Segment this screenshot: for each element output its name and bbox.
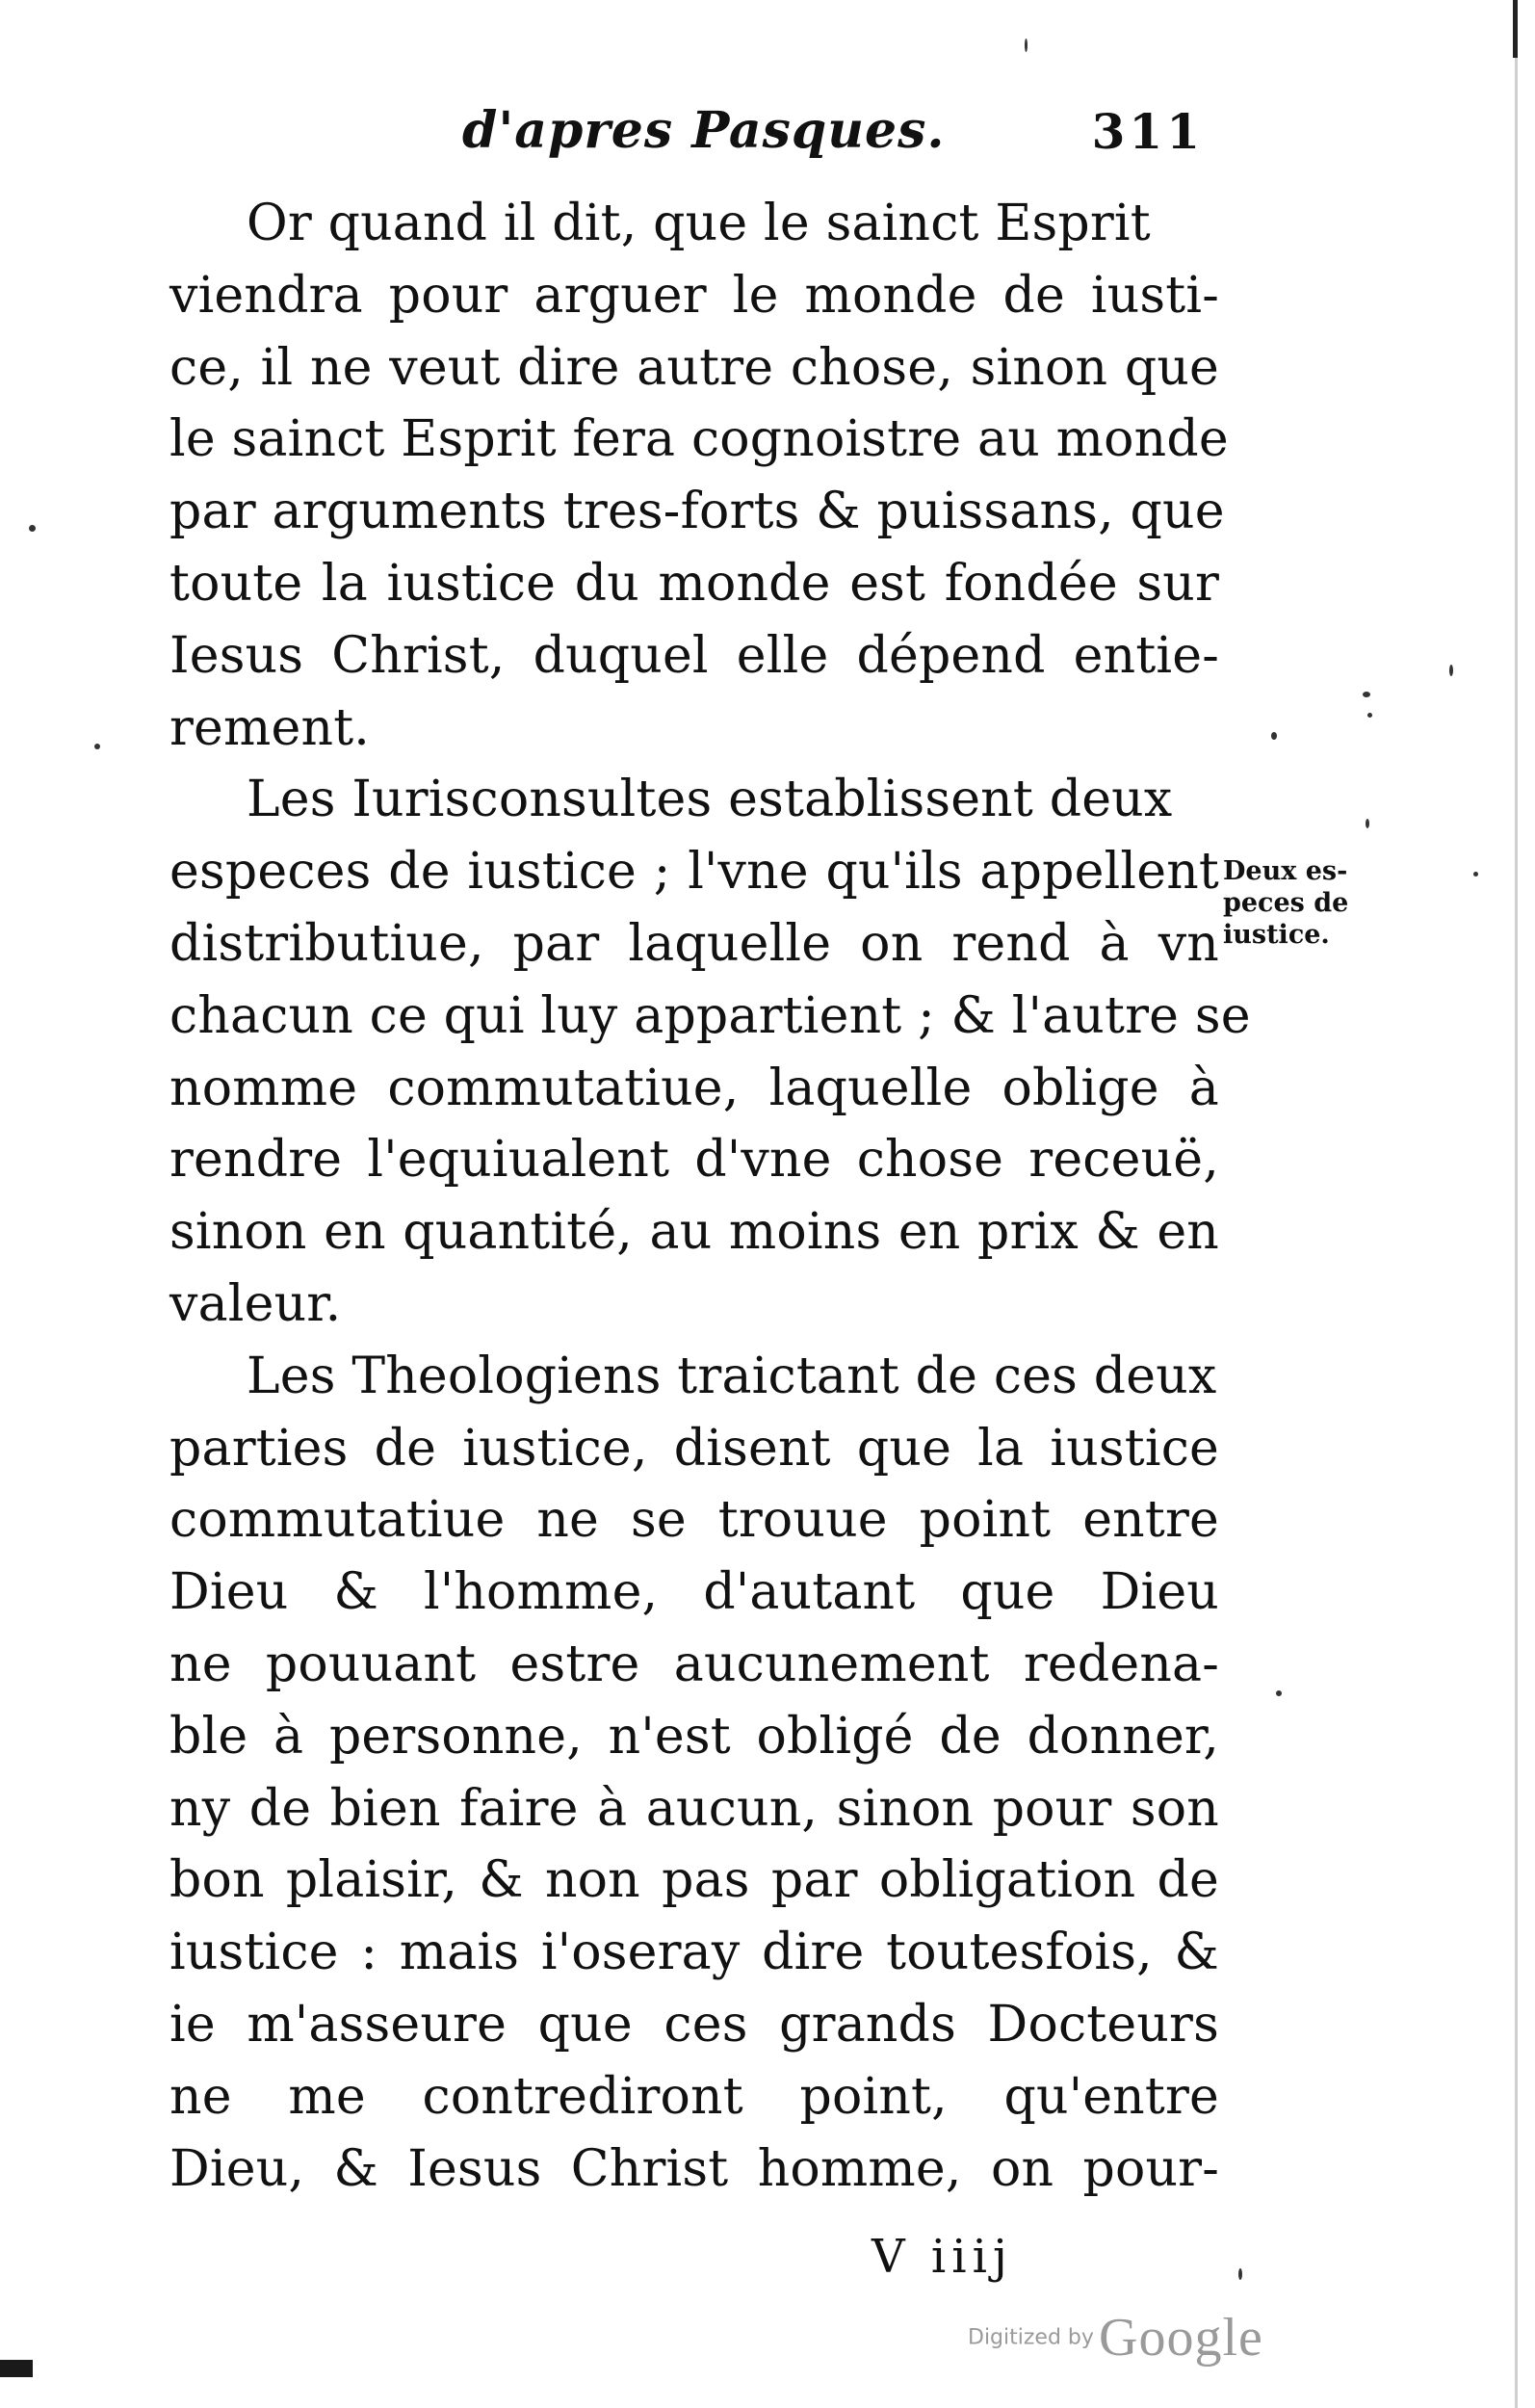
text-line: Iesus Christ, duquel elle dépend entie- (169, 626, 1219, 685)
text-line: sinon en quantité, au moins en prix & en (169, 1203, 1219, 1262)
text-line: parties de iustice, disent que la iustice (169, 1419, 1219, 1478)
text-line: rendre l'equiualent d'vne chose receuë, (169, 1131, 1219, 1190)
scan-speck (1367, 713, 1372, 718)
margin-note-line: peces de (1223, 888, 1349, 918)
text-line: Dieu, & Iesus Christ homme, on pour- (169, 2139, 1219, 2198)
watermark-brand: Google (1099, 2308, 1263, 2368)
text-line: ce, il ne veut dire autre chose, sinon que (169, 338, 1219, 397)
watermark-prefix: Digitized by (968, 2325, 1094, 2350)
margin-note-line: Deux es- (1223, 856, 1348, 886)
page-number: 311 (1091, 103, 1204, 160)
scan-speck (1276, 1690, 1282, 1696)
text-line: ne pouuant estre aucunement redena- (169, 1635, 1219, 1693)
text-line: nomme commutatiue, laquelle oblige à (169, 1059, 1219, 1117)
running-head: d'apres Pasques. (462, 101, 946, 160)
text-line: le sainct Esprit fera cognoistre au monde (169, 410, 1229, 469)
margin-note-line: iustice. (1223, 920, 1330, 950)
text-line: par arguments tres-forts & puissans, que (169, 483, 1225, 541)
scan-speck (94, 744, 100, 749)
text-line: ny de bien faire à aucun, sinon pour son (169, 1779, 1219, 1838)
signature-mark: V iiij (872, 2230, 1013, 2284)
scan-speck (1473, 872, 1478, 877)
text-line: viendra pour arguer le monde de iusti- (169, 266, 1219, 325)
scan-speck (1363, 692, 1370, 697)
scan-speck (1366, 819, 1369, 828)
text-line: ble à personne, n'est obligé de donner, (169, 1707, 1219, 1766)
scan-corner-mark (0, 2360, 33, 2377)
text-line: commutatiue ne se trouue point entre (169, 1491, 1219, 1550)
margin-note (1223, 855, 1367, 951)
text-line: Les Iurisconsultes establissent deux (247, 771, 1173, 829)
text-line: valeur. (169, 1274, 342, 1333)
body-text (169, 188, 1251, 2205)
scan-speck (1449, 665, 1453, 676)
text-line: Les Theologiens traictant de ces deux (247, 1347, 1217, 1405)
scan-speck (29, 525, 36, 532)
page-edge (1515, 0, 1518, 2408)
text-line: especes de iustice ; l'vne qu'ils appellent (169, 843, 1219, 902)
scan-speck (1025, 39, 1028, 52)
text-line: chacun ce qui luy appartient ; & l'autre se (169, 986, 1251, 1045)
text-line: ne me contrediront point, qu'entre (169, 2067, 1219, 2126)
text-line: bon plaisir, & non pas par obligation de (169, 1851, 1219, 1910)
text-line: toute la iustice du monde est fondée sur (169, 554, 1219, 613)
page-edge-mark (1513, 0, 1518, 58)
page-header (453, 92, 1213, 169)
text-line: Dieu & l'homme, d'autant que Dieu (169, 1563, 1219, 1622)
text-line: distributiue, par laquelle on rend à vn (169, 914, 1219, 973)
text-line: rement. (169, 698, 371, 757)
text-line: ie m'asseure que ces grands Docteurs (169, 1995, 1219, 2054)
scan-speck (1238, 2268, 1242, 2280)
digitization-watermark (968, 2307, 1263, 2369)
text-line: iustice : mais i'oseray dire toutesfois, & (169, 1924, 1219, 1982)
scan-speck (1271, 732, 1277, 740)
text-line: Or quand il dit, que le sainct Esprit (247, 195, 1151, 252)
